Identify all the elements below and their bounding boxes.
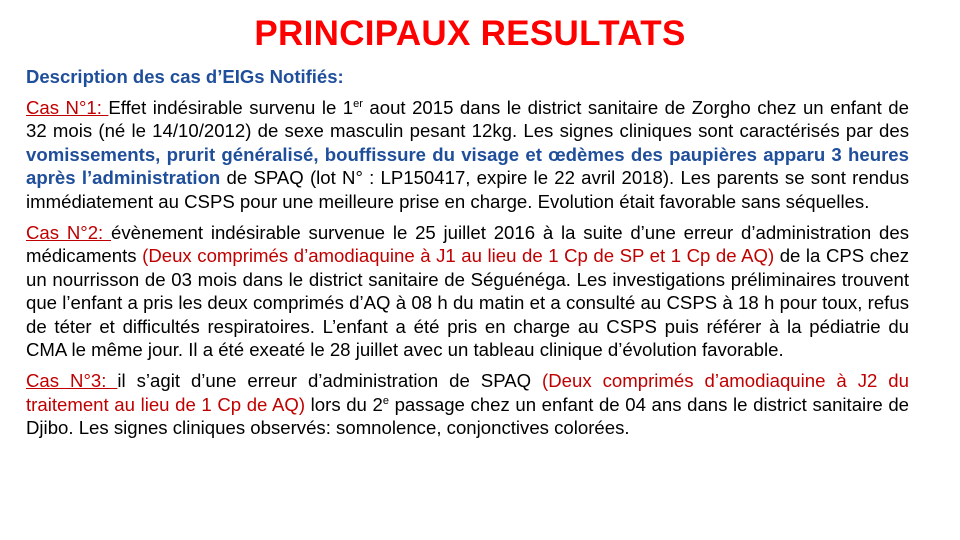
case-1-text-a: Effet indésirable survenu le 1 [108, 97, 354, 118]
case-2-paragraph [26, 221, 909, 361]
case-3-label: Cas N°3: [26, 370, 118, 392]
case-3-text-b: lors du 2 [305, 393, 383, 415]
case-2-text-b: de la CPS chez un nourrisson de 03 mois dans le district sanitaire de Séguénéga. Les investigations préliminaires trouvent que l’enfant a pris les deux comprimés d’AQ à 08 h du matin et a consulté au CSPS à 18 h pour toux, refus de téter et difficultés respiratoires. L’enfant a été pris en charge au CSPS puis référer à la pédiatrie du CMA le même jour. Il a été exeaté le 28 juillet avec un tableau clinique d’évolution favorable. [26, 245, 909, 361]
cases-content [26, 96, 909, 448]
case-1-paragraph [26, 96, 909, 213]
case-3-superscript: e [382, 394, 389, 407]
case-3-text-c: passage chez un enfant de 04 ans dans le district sanitaire de Djibo. Les signes cliniques observés: somnolence, conjonctives colorées. [26, 393, 910, 439]
case-1-superscript: er [353, 97, 363, 110]
case-3-dosing-highlight: (Deux comprimés d’amodiaquine à J2 du traitement au lieu de 1 Cp de AQ) [26, 370, 909, 415]
case-2-text-a: évènement indésirable survenue le 25 juillet 2016 à la suite d’une erreur d’administration des médicaments [26, 222, 909, 267]
case-3-paragraph [26, 369, 909, 439]
case-1-symptoms-highlight: vomissements, prurit généralisé, bouffissure du visage et œdèmes des paupières apparu 3 heures après l’administration [26, 143, 909, 189]
case-2-dosing-highlight: (Deux comprimés d’amodiaquine à J1 au lieu de 1 Cp de SP et 1 Cp de AQ) [142, 245, 775, 267]
section-subtitle: Description des cas d’EIGs Notifiés: [26, 66, 344, 87]
case-3-text-a: il s’agit d’une erreur d’administration de SPAQ [117, 370, 543, 392]
case-1-label: Cas N°1: [26, 97, 109, 118]
case-1-text-c: de SPAQ (lot N° : LP150417, expire le 22 avril 2018). Les parents se sont rendus immédiatement au CSPS pour une meilleure prise en charge. Evolution était favorable sans séquelles. [26, 167, 909, 212]
case-2-label: Cas N°2: [26, 222, 112, 244]
case-1-text-b: aout 2015 dans le district sanitaire de Zorgho chez un enfant de 32 mois (né le 14/10/2012) de sexe masculin pesant 12kg. Les signes cliniques sont caractérisés par des [26, 97, 909, 142]
page-title: PRINCIPAUX RESULTATS [254, 14, 686, 53]
